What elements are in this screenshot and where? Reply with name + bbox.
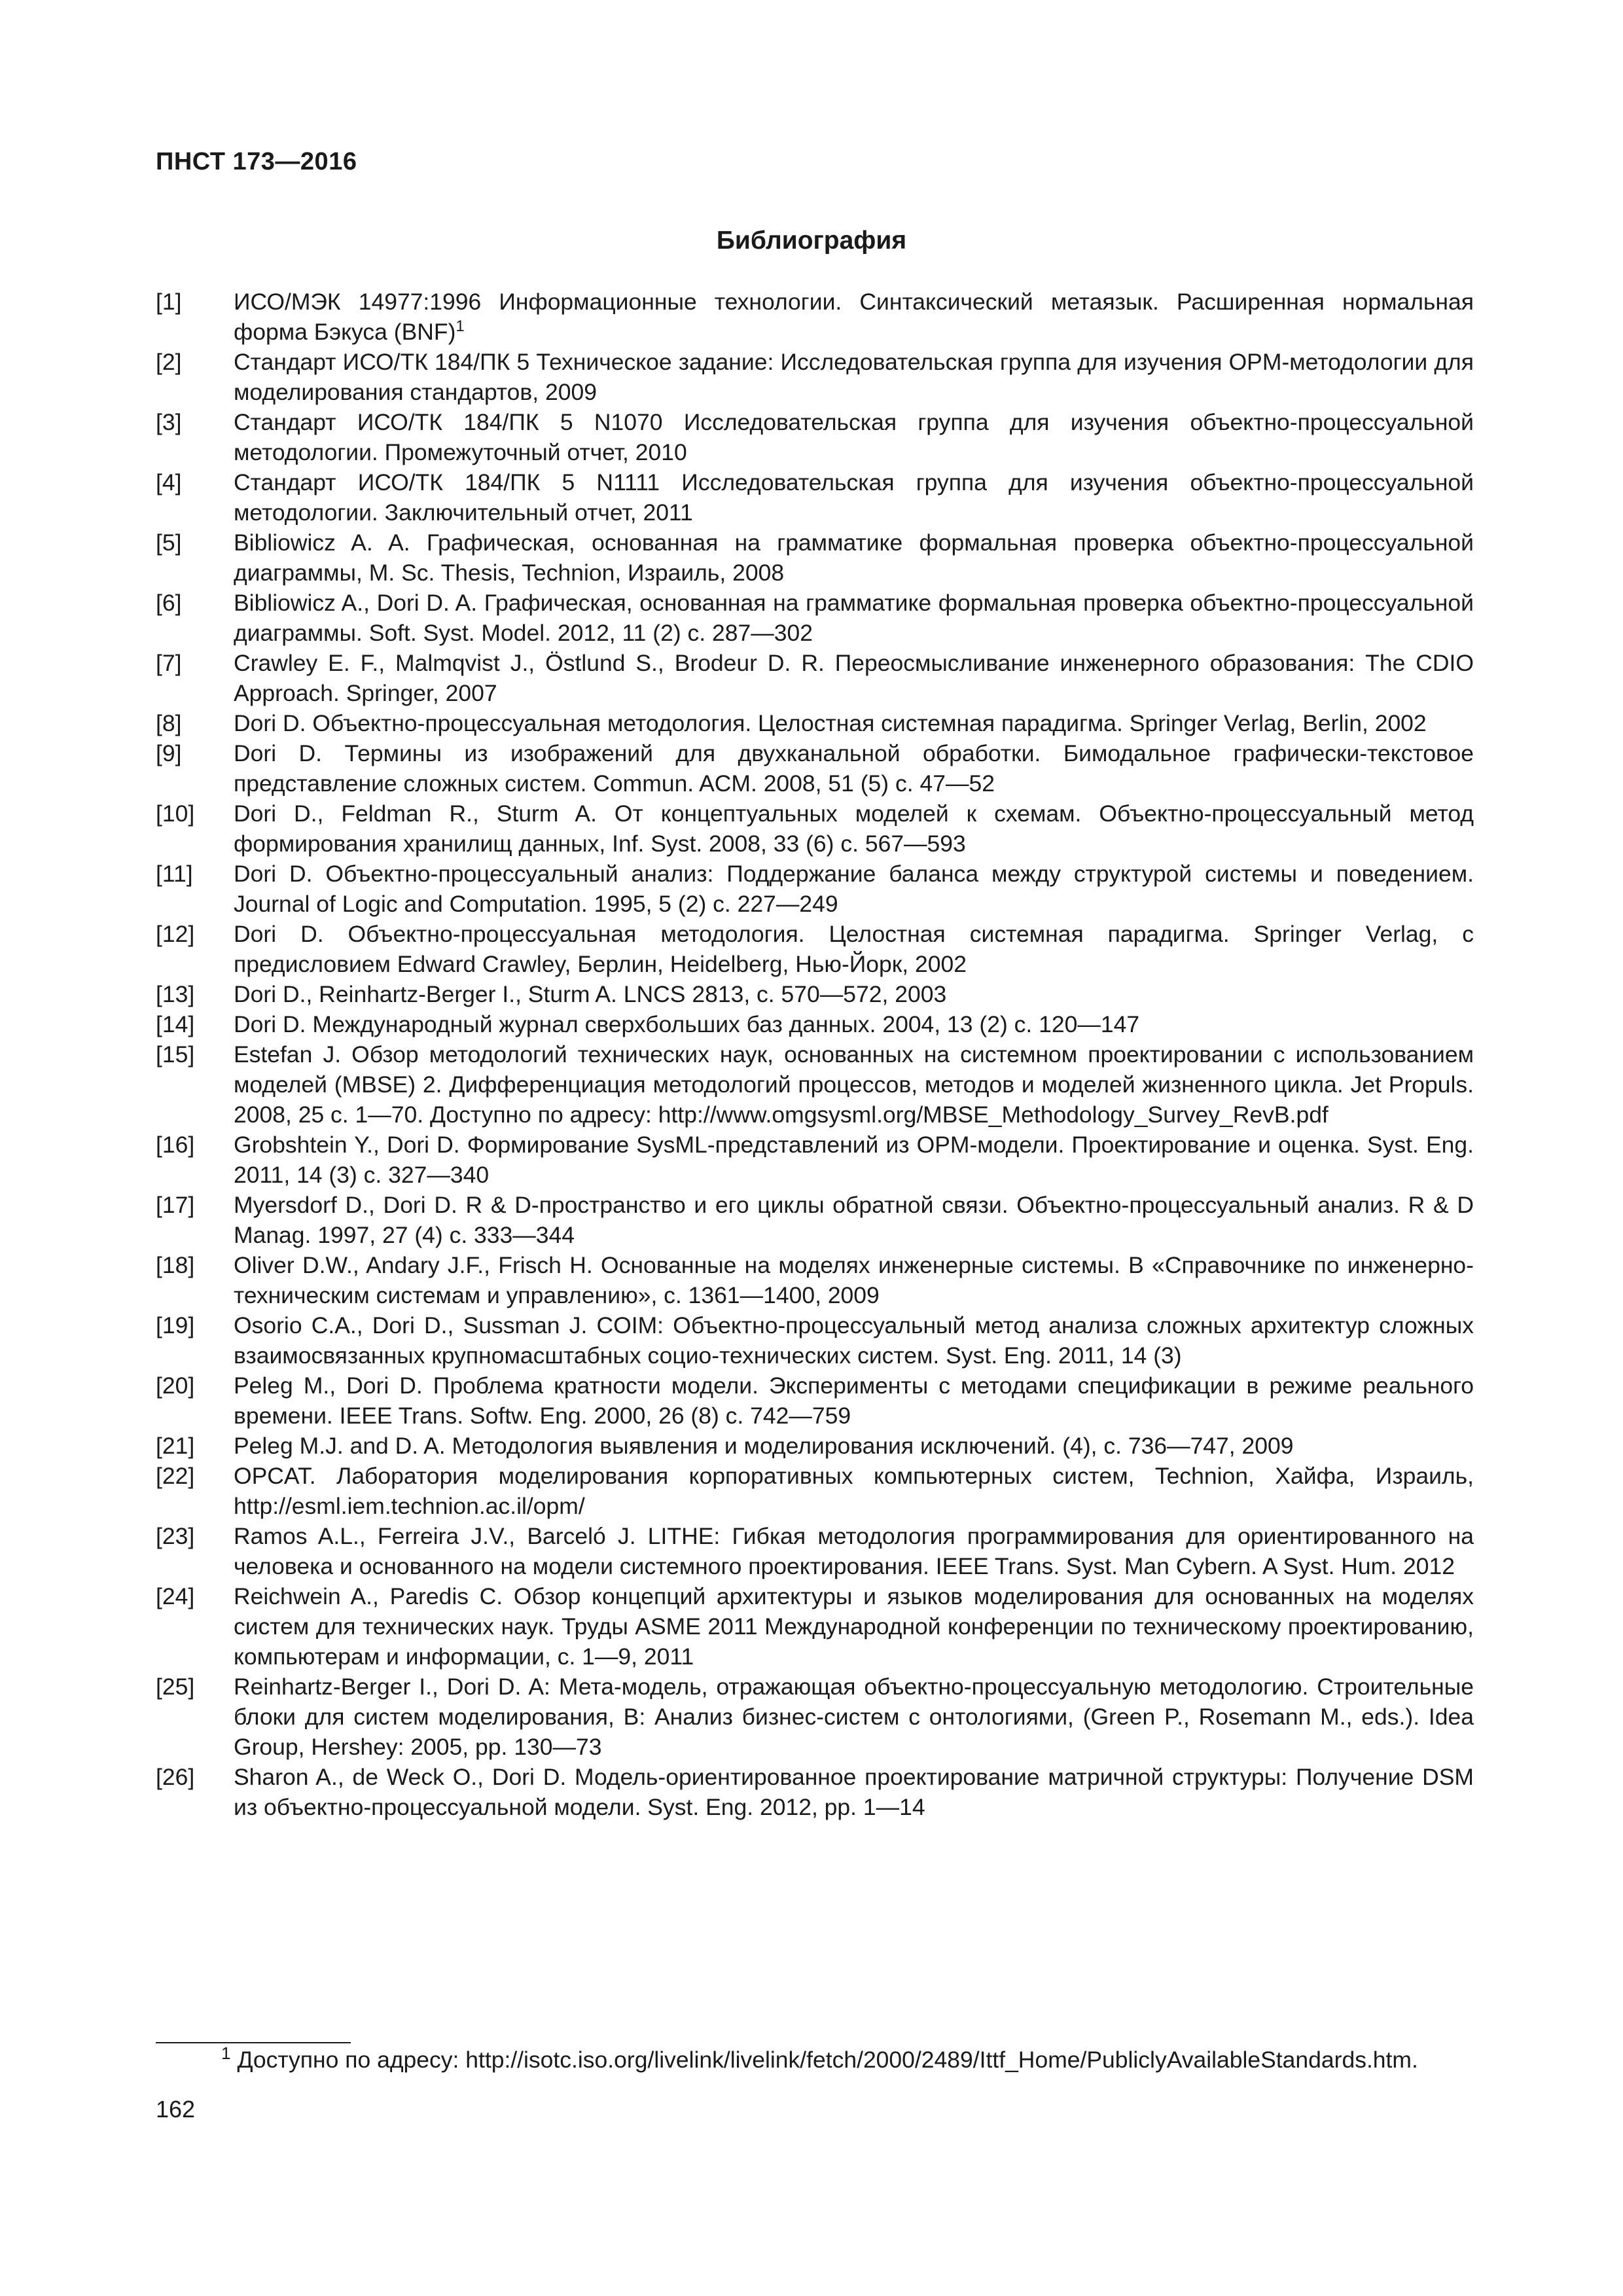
reference-text [234, 1190, 1474, 1250]
reference-item [156, 1190, 1474, 1250]
reference-body: Стандарт ИСО/ТК 184/ПК 5 Техническое задание: Исследовательская группа для изучения OPM-методологии для моделирования стандартов, 2009 [234, 349, 1474, 405]
reference-text [234, 407, 1474, 467]
footnote-marker: 1 [221, 2043, 231, 2064]
reference-body: Oliver D.W., Andary J.F., Frisch H. Основанные на моделях инженерные системы. В «Справочнике по инженерно-техническим системам и управлению», с. 1361—1400, 2009 [234, 1252, 1474, 1308]
reference-body: Grobshtein Y., Dori D. Формирование SysML-представлений из OPM-модели. Проектирование и оценка. Syst. Eng. 2011, 14 (3) с. 327—340 [234, 1132, 1474, 1188]
footnote-text: Доступно по адресу: http://isotc.iso.org/livelink/livelink/fetch/2000/2489/Ittf_Home/PubliclyAvailableStandards.htm. [237, 2047, 1418, 2073]
reference-item [156, 1130, 1474, 1190]
page-number: 162 [156, 2096, 196, 2123]
reference-body: Dori D. Объектно-процессуальный анализ: Поддержание баланса между структурой системы и поведением. Journal of Logic and Computation. 1995, 5 (2) с. 227—249 [234, 861, 1474, 917]
reference-item [156, 467, 1474, 528]
footnote [156, 2045, 1474, 2075]
reference-body: Estefan J. Обзор методологий технических наук, основанных на системном проектировании с использованием моделей (MBSE) 2. Дифференциация методологий процессов, методов и моделей жизненного цикла. Jet Propuls. 2008, 25 с. 1—70. Доступно по адресу: http://www.omgsysml.org/MBSE_Methodology_Survey_RevB.pdf [234, 1041, 1474, 1128]
reference-number: [17] [156, 1192, 195, 1218]
reference-body: OPCAT. Лаборатория моделирования корпоративных компьютерных систем, Technion, Хайфа, Израиль, http://esml.iem.technion.ac.il/opm/ [234, 1463, 1474, 1519]
reference-number: [7] [156, 650, 182, 676]
reference-text [234, 1039, 1474, 1130]
reference-number: [20] [156, 1372, 195, 1399]
reference-number: [10] [156, 800, 195, 827]
reference-number: [13] [156, 981, 195, 1007]
reference-text [234, 1310, 1474, 1371]
reference-number: [24] [156, 1583, 195, 1609]
reference-text [234, 648, 1474, 708]
reference-item [156, 648, 1474, 708]
reference-item [156, 588, 1474, 648]
reference-body: Стандарт ИСО/ТК 184/ПК 5 N1111 Исследовательская группа для изучения объектно-процессуальной методологии. Заключительный отчет, 2011 [234, 469, 1474, 526]
reference-body: Dori D. Термины из изображений для двухканальной обработки. Бимодальное графически-текстовое представление сложных систем. Commun. ACM. 2008, 51 (5) с. 47—52 [234, 740, 1474, 797]
reference-text [234, 798, 1474, 859]
reference-item [156, 1431, 1474, 1461]
footnote-reference-marker: 1 [455, 317, 465, 336]
reference-body: Reichwein A., Paredis C. Обзор концепций архитектуры и языков моделирования для основанных на моделях систем для технических наук. Труды ASME 2011 Международной конференции по техническому проектированию, компьютерам и информации, с. 1—9, 2011 [234, 1583, 1474, 1670]
reference-item [156, 919, 1474, 979]
reference-number: [11] [156, 861, 193, 887]
reference-text [234, 528, 1474, 588]
reference-number: [21] [156, 1433, 195, 1459]
reference-item [156, 1581, 1474, 1672]
document-designation: ПНСТ 173—2016 [156, 148, 357, 175]
reference-number: [15] [156, 1041, 195, 1067]
reference-text [234, 979, 1474, 1009]
reference-number: [26] [156, 1764, 195, 1790]
reference-body: Dori D., Reinhartz-Berger I., Sturm A. LNCS 2813, с. 570—572, 2003 [234, 981, 947, 1007]
reference-body: Bibliowicz A. A. Графическая, основанная на грамматике формальная проверка объектно-процессуальной диаграммы, M. Sc. Thesis, Technion, Израиль, 2008 [234, 529, 1474, 586]
reference-body: Peleg M., Dori D. Проблема кратности модели. Эксперименты с методами спецификации в режиме реального времени. IEEE Trans. Softw. Eng. 2000, 26 (8) с. 742—759 [234, 1372, 1474, 1429]
reference-text [234, 588, 1474, 648]
reference-number: [23] [156, 1523, 195, 1549]
reference-body: ИСО/МЭК 14977:1996 Информационные технологии. Синтаксический метаязык. Расширенная нормальная форма Бэкуса (BNF) [234, 289, 1474, 345]
reference-body: Crawley E. F., Malmqvist J., Östlund S., Brodeur D. R. Переосмысливание инженерного образования: The CDIO Approach. Springer, 2007 [234, 650, 1474, 706]
reference-item [156, 859, 1474, 919]
reference-item [156, 287, 1474, 347]
footnote-divider [156, 2042, 351, 2043]
reference-body: Dori D. Объектно-процессуальная методология. Целостная системная парадигма. Springer Verlag, с предисловием Edward Crawley, Берлин, Heidelberg, Нью-Йорк, 2002 [234, 921, 1474, 977]
reference-number: [19] [156, 1312, 195, 1338]
reference-body: Dori D. Международный журнал сверхбольших баз данных. 2004, 13 (2) с. 120—147 [234, 1011, 1140, 1037]
reference-text [234, 1581, 1474, 1672]
reference-body: Стандарт ИСО/ТК 184/ПК 5 N1070 Исследовательская группа для изучения объектно-процессуальной методологии. Промежуточный отчет, 2010 [234, 409, 1474, 465]
reference-item [156, 407, 1474, 467]
reference-text [234, 347, 1474, 407]
reference-body: Ramos A.L., Ferreira J.V., Barceló J. LITHE: Гибкая методология программирования для ориентированного на человека и основанного на модели системного проектирования. IEEE Trans. Syst. Man Cybern. A Syst. Hum. 2012 [234, 1523, 1474, 1579]
reference-text [234, 287, 1474, 347]
reference-item [156, 1762, 1474, 1822]
reference-item [156, 979, 1474, 1009]
reference-number: [22] [156, 1463, 195, 1489]
reference-body: Bibliowicz A., Dori D. A. Графическая, основанная на грамматике формальная проверка объектно-процессуальной диаграммы. Soft. Syst. Model. 2012, 11 (2) с. 287—302 [234, 590, 1474, 646]
reference-item [156, 708, 1474, 738]
reference-number: [2] [156, 349, 182, 375]
reference-number: [12] [156, 921, 195, 947]
reference-body: Dori D. Объектно-процессуальная методология. Целостная системная парадигма. Springer Verlag, Berlin, 2002 [234, 710, 1427, 736]
reference-number: [6] [156, 590, 182, 616]
reference-body: Osorio C.A., Dori D., Sussman J. COIM: Объектно-процессуальный метод анализа сложных архитектур сложных взаимосвязанных крупномасштабных социо-технических систем. Syst. Eng. 2011, 14 (3) [234, 1312, 1474, 1369]
reference-text [234, 1521, 1474, 1581]
reference-number: [5] [156, 529, 182, 556]
reference-body: Sharon A., de Weck O., Dori D. Модель-ориентированное проектирование матричной структуры: Получение DSM из объектно-процессуальной модели. Syst. Eng. 2012, pp. 1—14 [234, 1764, 1474, 1820]
reference-item [156, 1250, 1474, 1310]
reference-item [156, 528, 1474, 588]
reference-body: Peleg M.J. and D. A. Методология выявления и моделирования исключений. (4), с. 736—747, 2009 [234, 1433, 1294, 1459]
reference-item [156, 1371, 1474, 1431]
reference-item [156, 1461, 1474, 1521]
reference-text [234, 738, 1474, 798]
reference-number: [16] [156, 1132, 195, 1158]
reference-number: [1] [156, 289, 182, 315]
reference-body: Myersdorf D., Dori D. R & D-пространство и его циклы обратной связи. Объектно-процессуальный анализ. R & D Manag. 1997, 27 (4) с. 333—344 [234, 1192, 1474, 1248]
reference-item [156, 1521, 1474, 1581]
reference-text [234, 1371, 1474, 1431]
reference-number: [4] [156, 469, 182, 495]
reference-number: [8] [156, 710, 182, 736]
reference-body: Dori D., Feldman R., Sturm A. От концептуальных моделей к схемам. Объектно-процессуальный метод формирования хранилищ данных, Inf. Syst. 2008, 33 (6) с. 567—593 [234, 800, 1474, 857]
page-title: Библиография [716, 226, 907, 255]
reference-item [156, 1310, 1474, 1371]
reference-text [234, 1762, 1474, 1822]
reference-text [234, 708, 1474, 738]
reference-text [234, 919, 1474, 979]
reference-text [234, 1431, 1474, 1461]
reference-text [234, 1672, 1474, 1762]
reference-item [156, 1039, 1474, 1130]
reference-number: [25] [156, 1674, 195, 1700]
bibliography-list [156, 287, 1474, 1822]
reference-text [234, 467, 1474, 528]
reference-text [234, 1009, 1474, 1039]
reference-text [234, 859, 1474, 919]
reference-text [234, 1130, 1474, 1190]
reference-number: [3] [156, 409, 182, 435]
reference-item [156, 1009, 1474, 1039]
reference-number: [9] [156, 740, 182, 766]
reference-item [156, 1672, 1474, 1762]
reference-item [156, 798, 1474, 859]
reference-text [234, 1461, 1474, 1521]
reference-item [156, 347, 1474, 407]
reference-text [234, 1250, 1474, 1310]
reference-number: [18] [156, 1252, 195, 1278]
reference-body: Reinhartz-Berger I., Dori D. A: Мета-модель, отражающая объектно-процессуальную методологию. Строительные блоки для систем моделирования, В: Анализ бизнес-систем с онтологиями, (Green P., Rosemann M., eds.). Idea Group, Hershey: 2005, pp. 130—73 [234, 1674, 1474, 1760]
reference-number: [14] [156, 1011, 195, 1037]
reference-item [156, 738, 1474, 798]
